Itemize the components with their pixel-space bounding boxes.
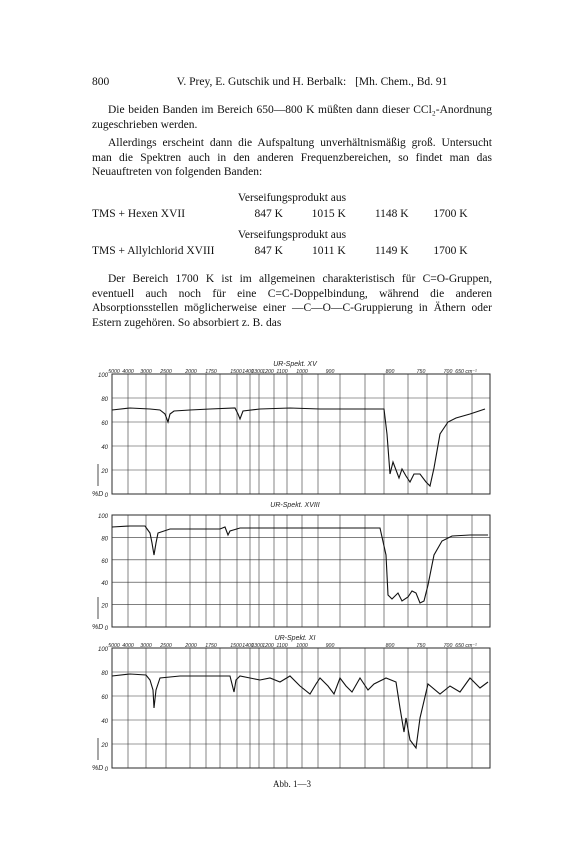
panel-1-freq-label: 2000 xyxy=(185,369,197,375)
panel-1-freq-label: 800 xyxy=(385,369,395,375)
panel-1-frame xyxy=(112,374,490,494)
panel-1-ytick: 80 xyxy=(101,397,108,403)
block1-heading: Verseifungsprodukt aus xyxy=(237,192,347,204)
panel-3-freq-label: 1000 xyxy=(296,643,308,649)
panel-1-freq-label: 900 xyxy=(325,369,335,375)
block2-compound: TMS + Allylchlorid XVIII xyxy=(92,245,215,257)
panel-1-freq-label: 1200 xyxy=(262,369,274,375)
panel-1-freq-label: 1300 xyxy=(251,369,263,375)
paragraph-3 xyxy=(92,272,492,330)
panel-3-freq-label: 650 cm⁻¹ xyxy=(455,643,477,649)
panel-3-ytick: 100 xyxy=(97,647,108,653)
block1-band-3: 1148 K xyxy=(374,208,409,220)
block2-band-3: 1149 K xyxy=(374,245,409,257)
panel-1-ytick: 40 xyxy=(101,445,108,451)
panel-3-freq-label: 5000 xyxy=(108,643,120,649)
panel-1-ytick: 20 xyxy=(101,469,108,475)
figure-caption: Abb. 1—3 xyxy=(273,779,311,789)
panel-3-freq-label: 2500 xyxy=(160,643,172,649)
panel-3-freq-label: 1500 xyxy=(230,643,242,649)
panel-3-freq-label: 750 xyxy=(416,643,426,649)
block1-band-4: 1700 K xyxy=(433,208,468,220)
panel-1-freq-label: 1500 xyxy=(230,369,242,375)
panel-1-y-unit: %D xyxy=(92,491,104,498)
panel-3-freq-label: 900 xyxy=(325,643,335,649)
panel-3-ytick: 80 xyxy=(101,671,108,677)
paragraph-3-text: Der Bereich 1700 K ist im allgemeinen charakteristisch für C=O-Gruppen, eventuell auch noch für eine C=C-Doppelbindung, während die anderen Absorptionsstellen möglicherweise einer —C—O—C-Gruppierung in Äthern oder Estern zugehören. So absorbiert z. B. das xyxy=(92,273,492,329)
panel-3-freq-label: 1200 xyxy=(262,643,274,649)
block1-band-2: 1015 K xyxy=(311,208,346,220)
block2-heading: Verseifungsprodukt aus xyxy=(237,229,347,241)
block1-row xyxy=(92,208,492,220)
panel-1-freq-label: 3000 xyxy=(140,369,152,375)
panel-2-ytick: 60 xyxy=(101,558,108,565)
panel-2-ytick: 20 xyxy=(101,603,108,610)
paragraph-1 xyxy=(92,103,492,132)
block1-band-1: 847 K xyxy=(254,208,283,220)
paragraph-1-text: Die beiden Banden im Bereich 650—800 K müßten dann dieser CCl₂-Anordnung zugeschrieben werden. xyxy=(92,104,492,131)
panel-3-title: UR-Spekt. XI xyxy=(274,635,316,642)
panel-1-ytick: 0 xyxy=(104,493,108,499)
paragraph-2-text: Allerdings erscheint dann die Aufspaltung unverhältnismäßig groß. Untersucht man die Spektren auch in den anderen Frequenzbereichen, so findet man das Neuauftreten von folgenden Banden: xyxy=(92,137,492,178)
block2-band-4: 1700 K xyxy=(433,245,468,257)
panel-3-spectrum-trace xyxy=(112,674,488,748)
running-header xyxy=(92,76,492,88)
block2-row xyxy=(92,245,492,257)
panel-2-frame xyxy=(112,515,490,627)
authors: V. Prey, E. Gutschik und H. Berbalk: xyxy=(176,76,347,88)
panel-3-freq-label: 1300 xyxy=(251,643,263,649)
page-number: 800 xyxy=(92,76,110,88)
panel-1-freq-label: 1100 xyxy=(276,369,288,375)
panel-3-y-unit: %D xyxy=(92,765,104,772)
panel-2-ytick: 40 xyxy=(101,581,108,588)
running-title xyxy=(126,76,492,88)
panel-3-freq-label: 700 xyxy=(443,643,453,649)
panel-3-freq-label: 4000 xyxy=(122,643,134,649)
block2-band-1: 847 K xyxy=(254,245,283,257)
panel-3-freq-label: 2000 xyxy=(185,643,197,649)
panel-2-y-unit: %D xyxy=(92,624,104,631)
panel-1-freq-label: 4000 xyxy=(122,369,134,375)
panel-3-freq-label: 1400 xyxy=(242,643,254,649)
panel-1-title: UR-Spekt. XV xyxy=(273,361,317,368)
journal-ref: [Mh. Chem., Bd. 91 xyxy=(355,76,448,88)
panel-1-freq-label: 1000 xyxy=(296,369,308,375)
panel-2-ytick: 80 xyxy=(101,536,108,543)
paragraph-2 xyxy=(92,136,492,180)
block1-compound: TMS + Hexen XVII xyxy=(92,208,186,220)
panel-1-ytick: 100 xyxy=(97,373,108,379)
panel-3-freq-label: 1750 xyxy=(205,643,217,649)
panel-3-ytick: 20 xyxy=(101,743,108,749)
block2-band-2: 1011 K xyxy=(311,245,346,257)
panel-1-freq-label: 2500 xyxy=(160,369,172,375)
panel-2-title: UR-Spekt. XVIII xyxy=(270,502,320,509)
panel-3-frame xyxy=(112,648,490,768)
panel-3-ytick: 40 xyxy=(101,719,108,725)
panel-3-ytick: 60 xyxy=(101,695,108,701)
panel-1-ytick: 60 xyxy=(101,421,108,427)
panel-1-freq-label: 700 xyxy=(443,369,453,375)
panel-3-freq-label: 800 xyxy=(385,643,395,649)
panel-3-ytick: 0 xyxy=(104,767,108,773)
ir-spectra-figure xyxy=(90,360,500,780)
panel-1-freq-label: 750 xyxy=(416,369,426,375)
panel-1-freq-label: 650 cm⁻¹ xyxy=(455,369,477,375)
panel-2-ytick: 100 xyxy=(97,514,108,520)
ir-spectra-svg xyxy=(90,360,500,775)
panel-1-spectrum-trace xyxy=(112,408,485,486)
panel-3-freq-label: 1100 xyxy=(276,643,288,649)
panel-1-freq-label: 5000 xyxy=(108,369,120,375)
panel-2-ytick: 0 xyxy=(104,626,108,632)
panel-3-freq-label: 3000 xyxy=(140,643,152,649)
panel-1-freq-label: 1400 xyxy=(242,369,254,375)
panel-1-freq-label: 1750 xyxy=(205,369,217,375)
